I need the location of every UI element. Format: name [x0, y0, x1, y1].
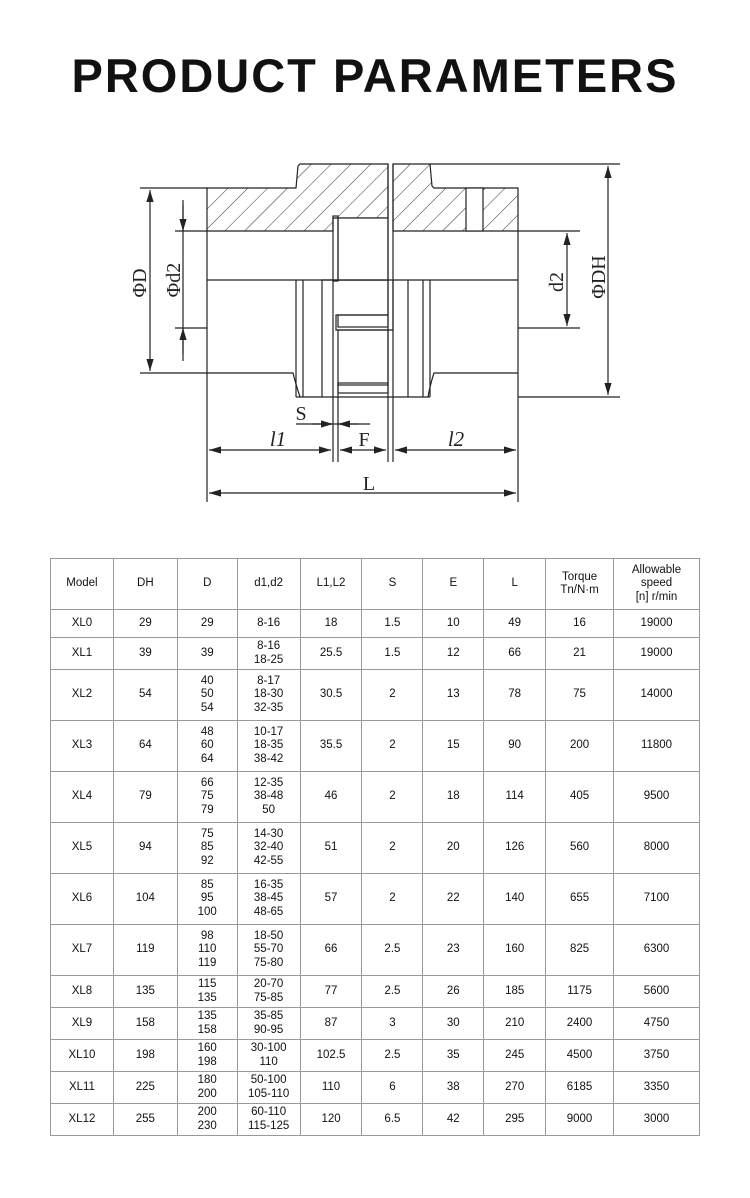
- cell-d: [177, 976, 237, 1008]
- cell-dh: 29: [113, 610, 177, 638]
- cell-d1-d2: [237, 1040, 300, 1072]
- cell-line: 14-30: [253, 827, 284, 840]
- cell-l: 90: [484, 721, 546, 772]
- cell-line: 75: [200, 827, 214, 840]
- cell-line: 29: [200, 616, 214, 629]
- cell-l: 114: [484, 772, 546, 823]
- cell-model: XL3: [51, 721, 114, 772]
- cell-model: XL7: [51, 925, 114, 976]
- column-header-dh: DH: [113, 559, 177, 610]
- cell-dh: 54: [113, 670, 177, 721]
- cell-line: 32-35: [253, 701, 284, 714]
- column-header-torque: [546, 559, 614, 610]
- cell-line: 200: [197, 1087, 217, 1100]
- cell-d: [177, 638, 237, 670]
- cell-line: 38-48: [253, 790, 284, 803]
- parameters-table: [50, 558, 700, 1136]
- cell-l1-l2: 57: [300, 874, 362, 925]
- cell-d1-d2: [237, 1104, 300, 1136]
- cell-line: 40: [200, 674, 214, 687]
- cell-l: 49: [484, 610, 546, 638]
- cell-torque: 21: [546, 638, 614, 670]
- cell-l1-l2: 35.5: [300, 721, 362, 772]
- column-header-e: E: [423, 559, 484, 610]
- cell-l: 66: [484, 638, 546, 670]
- cell-torque: 75: [546, 670, 614, 721]
- cell-line: 8-17: [257, 674, 281, 687]
- cell-dh: 135: [113, 976, 177, 1008]
- table-row: [51, 874, 700, 925]
- cell-torque: 16: [546, 610, 614, 638]
- cell-e: 20: [423, 823, 484, 874]
- cell-model: XL12: [51, 1104, 114, 1136]
- cell-line: 115-125: [247, 1119, 290, 1132]
- cell-s: 1.5: [362, 610, 423, 638]
- cell-l1-l2: 77: [300, 976, 362, 1008]
- cell-torque: 825: [546, 925, 614, 976]
- cell-line: 60: [200, 739, 214, 752]
- cell-s: 3: [362, 1008, 423, 1040]
- cell-line: 66: [200, 776, 214, 789]
- cell-e: 26: [423, 976, 484, 1008]
- cell-line: 200: [197, 1106, 217, 1118]
- cell-allowable-speed: 5600: [614, 976, 700, 1008]
- cell-d1-d2: [237, 823, 300, 874]
- cell-s: 6: [362, 1072, 423, 1104]
- cell-dh: 79: [113, 772, 177, 823]
- cell-dh: 158: [113, 1008, 177, 1040]
- column-header-l: L: [484, 559, 546, 610]
- cell-d: [177, 1072, 237, 1104]
- cell-line: 160: [197, 1042, 217, 1054]
- cell-line: 75-85: [253, 991, 284, 1004]
- page-title: PRODUCT PARAMETERS: [71, 49, 679, 102]
- column-header-d: D: [177, 559, 237, 610]
- label-L: L: [362, 473, 376, 495]
- cell-s: 2: [362, 772, 423, 823]
- cell-line: 35-85: [253, 1010, 284, 1022]
- cell-line: 100: [197, 905, 217, 918]
- cell-line: 230: [197, 1119, 217, 1132]
- cell-torque: 200: [546, 721, 614, 772]
- cell-line: 135: [197, 1010, 217, 1022]
- cell-d1-d2: [237, 772, 300, 823]
- cell-line: 38-42: [253, 752, 284, 765]
- cell-d: [177, 1040, 237, 1072]
- cell-line: 95: [200, 892, 214, 905]
- cell-l1-l2: 110: [300, 1072, 362, 1104]
- label-S: S: [295, 403, 307, 425]
- header-line: speed: [640, 577, 673, 590]
- cell-line: 180: [197, 1074, 217, 1086]
- table-row: [51, 925, 700, 976]
- cell-l: 295: [484, 1104, 546, 1136]
- cell-s: 1.5: [362, 638, 423, 670]
- cell-allowable-speed: 3350: [614, 1072, 700, 1104]
- cell-l1-l2: 46: [300, 772, 362, 823]
- cell-e: 12: [423, 638, 484, 670]
- cell-line: 18-25: [253, 653, 284, 666]
- cell-torque: 9000: [546, 1104, 614, 1136]
- cell-l1-l2: 25.5: [300, 638, 362, 670]
- label-l1: l1: [269, 427, 287, 451]
- cell-d1-d2: [237, 976, 300, 1008]
- cell-d: [177, 1104, 237, 1136]
- cell-allowable-speed: 7100: [614, 874, 700, 925]
- cell-l1-l2: 87: [300, 1008, 362, 1040]
- cell-line: 30-100: [250, 1042, 287, 1054]
- cell-line: 10-17: [253, 725, 284, 738]
- cell-model: XL0: [51, 610, 114, 638]
- header-line: Torque: [561, 570, 598, 583]
- cell-line: 50-100: [250, 1074, 287, 1086]
- cell-model: XL5: [51, 823, 114, 874]
- cell-s: 2.5: [362, 925, 423, 976]
- label-phi-D: ΦD: [129, 268, 151, 298]
- cell-l1-l2: 102.5: [300, 1040, 362, 1072]
- cell-e: 42: [423, 1104, 484, 1136]
- cell-model: XL10: [51, 1040, 114, 1072]
- cell-d: [177, 772, 237, 823]
- cell-line: 79: [200, 803, 214, 816]
- table-row: [51, 1072, 700, 1104]
- cell-l: 185: [484, 976, 546, 1008]
- coupling-technical-drawing: [0, 0, 750, 540]
- cell-model: XL2: [51, 670, 114, 721]
- table-row: [51, 638, 700, 670]
- cell-dh: 119: [113, 925, 177, 976]
- cell-d1-d2: [237, 610, 300, 638]
- table-row: [51, 976, 700, 1008]
- cell-line: 38-45: [253, 892, 284, 905]
- cell-line: 20-70: [253, 978, 284, 990]
- column-header-l1-l2: L1,L2: [300, 559, 362, 610]
- label-phi-d2: Φd2: [163, 262, 185, 298]
- cell-line: 60-110: [251, 1106, 287, 1118]
- cell-s: 2: [362, 721, 423, 772]
- cell-d1-d2: [237, 925, 300, 976]
- cell-allowable-speed: 8000: [614, 823, 700, 874]
- cell-line: 158: [197, 1023, 217, 1036]
- cell-allowable-speed: 11800: [614, 721, 700, 772]
- cell-torque: 2400: [546, 1008, 614, 1040]
- cell-dh: 64: [113, 721, 177, 772]
- column-header-s: S: [362, 559, 423, 610]
- label-l2: l2: [447, 427, 465, 451]
- cell-e: 38: [423, 1072, 484, 1104]
- cell-line: 55-70: [253, 943, 284, 956]
- cell-model: XL9: [51, 1008, 114, 1040]
- right-hub-section: [393, 164, 518, 231]
- cell-line: 12-35: [253, 776, 284, 789]
- cell-l1-l2: 120: [300, 1104, 362, 1136]
- cell-l1-l2: 66: [300, 925, 362, 976]
- cell-l: 160: [484, 925, 546, 976]
- cell-line: 85: [200, 878, 214, 891]
- cell-torque: 405: [546, 772, 614, 823]
- cell-l1-l2: 51: [300, 823, 362, 874]
- cell-line: 18-35: [253, 739, 284, 752]
- cell-d1-d2: [237, 670, 300, 721]
- table-row: [51, 721, 700, 772]
- cell-line: 75-80: [253, 956, 284, 969]
- cell-line: 39: [200, 646, 214, 659]
- cell-torque: 655: [546, 874, 614, 925]
- cell-allowable-speed: 14000: [614, 670, 700, 721]
- cell-s: 2: [362, 874, 423, 925]
- cell-line: 110: [259, 1055, 278, 1068]
- cell-d: [177, 925, 237, 976]
- cell-allowable-speed: 3750: [614, 1040, 700, 1072]
- cell-line: 85: [200, 841, 214, 854]
- cell-line: 110: [198, 943, 217, 956]
- cell-l: 245: [484, 1040, 546, 1072]
- table-row: [51, 1104, 700, 1136]
- header-line: Tn/N·m: [560, 584, 599, 596]
- cell-model: XL4: [51, 772, 114, 823]
- cell-d: [177, 874, 237, 925]
- cell-dh: 94: [113, 823, 177, 874]
- cell-d1-d2: [237, 1008, 300, 1040]
- cell-d: [177, 823, 237, 874]
- cell-e: 13: [423, 670, 484, 721]
- cell-line: 75: [200, 790, 214, 803]
- cell-d: [177, 721, 237, 772]
- table-row: [51, 823, 700, 874]
- cell-line: 119: [198, 956, 217, 969]
- cell-line: 8-16: [257, 640, 281, 652]
- cell-line: 90-95: [253, 1023, 284, 1036]
- cell-d: [177, 670, 237, 721]
- cell-d1-d2: [237, 638, 300, 670]
- table-row: [51, 610, 700, 638]
- cell-line: 32-40: [253, 841, 284, 854]
- cell-e: 23: [423, 925, 484, 976]
- cell-line: 54: [200, 701, 214, 714]
- table-row: [51, 1040, 700, 1072]
- cell-line: 8-16: [257, 616, 281, 629]
- cell-l: 270: [484, 1072, 546, 1104]
- cell-allowable-speed: 4750: [614, 1008, 700, 1040]
- cell-e: 22: [423, 874, 484, 925]
- cell-s: 6.5: [362, 1104, 423, 1136]
- cell-l1-l2: 30.5: [300, 670, 362, 721]
- cell-d1-d2: [237, 721, 300, 772]
- label-d2: d2: [546, 272, 568, 292]
- cell-line: 105-110: [247, 1087, 290, 1100]
- column-header-model: Model: [51, 559, 114, 610]
- cell-line: 50: [262, 803, 276, 816]
- cell-e: 35: [423, 1040, 484, 1072]
- cell-d: [177, 610, 237, 638]
- cell-d1-d2: [237, 1072, 300, 1104]
- cell-model: XL11: [51, 1072, 114, 1104]
- column-header-d1-d2: d1,d2: [237, 559, 300, 610]
- cell-line: 18-30: [253, 688, 284, 701]
- table-row: [51, 772, 700, 823]
- cell-e: 18: [423, 772, 484, 823]
- cell-line: 64: [200, 752, 214, 765]
- cell-s: 2.5: [362, 1040, 423, 1072]
- cell-model: XL6: [51, 874, 114, 925]
- cell-line: 98: [200, 929, 214, 942]
- cell-dh: 104: [113, 874, 177, 925]
- cell-dh: 225: [113, 1072, 177, 1104]
- cell-model: XL8: [51, 976, 114, 1008]
- cell-e: 30: [423, 1008, 484, 1040]
- cell-line: 48: [200, 725, 214, 738]
- cell-line: 135: [197, 991, 217, 1004]
- cell-d: [177, 1008, 237, 1040]
- cell-e: 15: [423, 721, 484, 772]
- cell-dh: 198: [113, 1040, 177, 1072]
- cell-torque: 560: [546, 823, 614, 874]
- cell-l: 126: [484, 823, 546, 874]
- cell-torque: 6185: [546, 1072, 614, 1104]
- cell-s: 2.5: [362, 976, 423, 1008]
- header-line: Allowable: [631, 563, 682, 576]
- cell-d1-d2: [237, 874, 300, 925]
- cell-line: 115: [198, 978, 217, 990]
- table-row: [51, 670, 700, 721]
- column-header-allowable-speed: [614, 559, 700, 610]
- cell-torque: 4500: [546, 1040, 614, 1072]
- cell-model: XL1: [51, 638, 114, 670]
- cell-s: 2: [362, 823, 423, 874]
- cell-line: 198: [197, 1055, 217, 1068]
- cell-line: 48-65: [253, 905, 284, 918]
- cell-l: 210: [484, 1008, 546, 1040]
- cell-torque: 1175: [546, 976, 614, 1008]
- cell-l1-l2: 18: [300, 610, 362, 638]
- cell-dh: 255: [113, 1104, 177, 1136]
- label-phi-DH: ΦDH: [588, 255, 610, 299]
- cell-line: 42-55: [253, 854, 284, 867]
- cell-line: 92: [200, 854, 214, 867]
- table-header-row: [51, 559, 700, 610]
- cell-e: 10: [423, 610, 484, 638]
- cell-line: 18-50: [253, 929, 284, 942]
- cell-dh: 39: [113, 638, 177, 670]
- cell-allowable-speed: 3000: [614, 1104, 700, 1136]
- table-row: [51, 1008, 700, 1040]
- cell-allowable-speed: 9500: [614, 772, 700, 823]
- cell-s: 2: [362, 670, 423, 721]
- label-F: F: [358, 429, 370, 451]
- header-line: [n] r/min: [635, 590, 678, 603]
- cell-allowable-speed: 6300: [614, 925, 700, 976]
- cell-allowable-speed: 19000: [614, 638, 700, 670]
- cell-line: 50: [200, 688, 214, 701]
- cell-l: 78: [484, 670, 546, 721]
- cell-line: 16-35: [253, 878, 284, 891]
- cell-allowable-speed: 19000: [614, 610, 700, 638]
- cell-l: 140: [484, 874, 546, 925]
